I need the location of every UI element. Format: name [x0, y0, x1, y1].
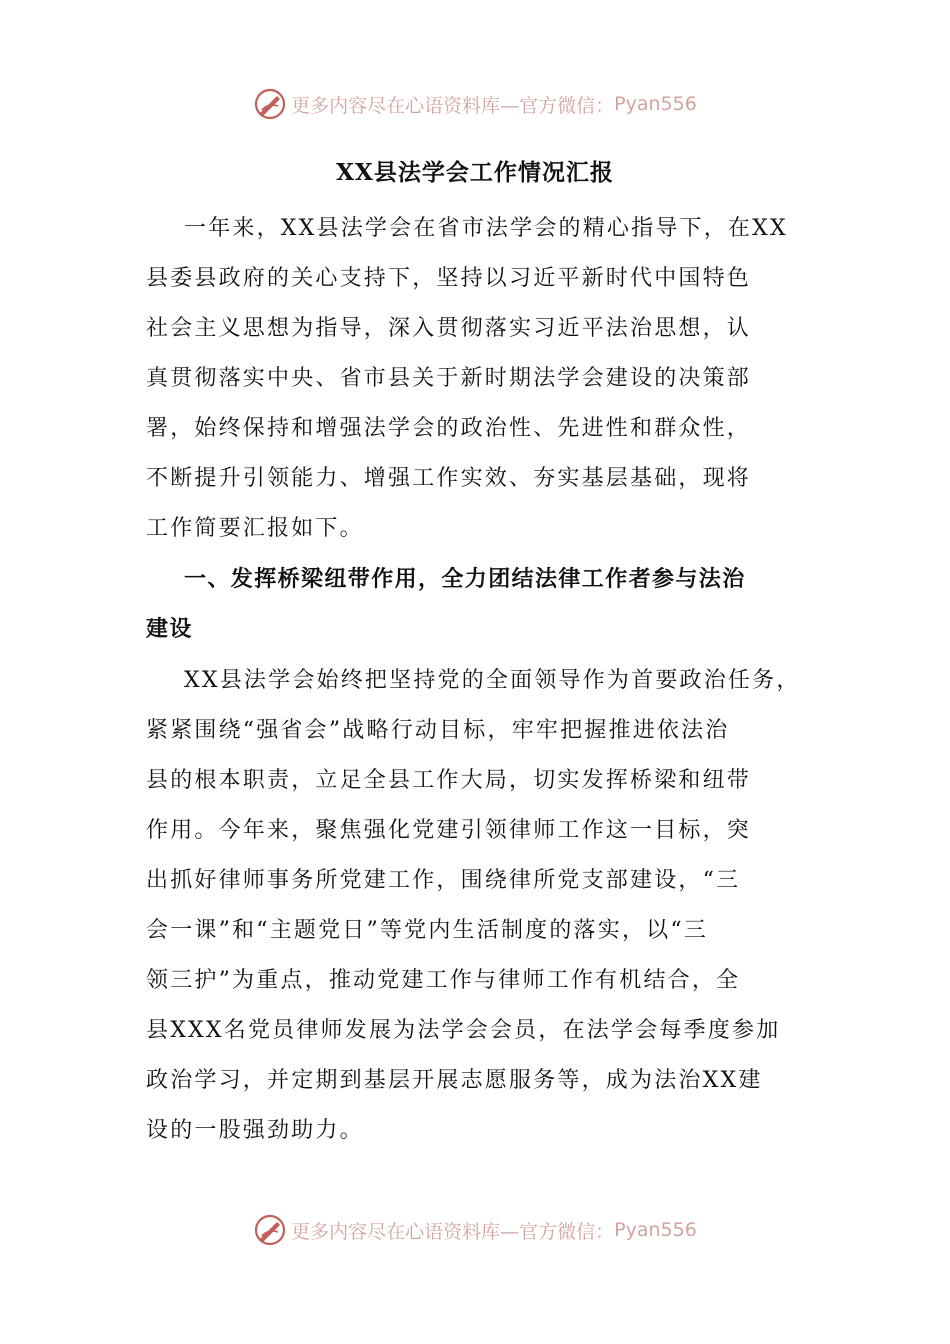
section-1-heading — [146, 555, 826, 655]
document-title: XX县法学会工作情况汇报 — [336, 159, 614, 186]
paragraph-line: 不断提升引领能力、增强工作实效、夯实基层基础，现将 — [146, 466, 752, 491]
watermark-header — [0, 84, 950, 124]
paragraph-line: 县XXX名党员律师发展为法学会会员，在法学会每季度参加 — [146, 1018, 781, 1043]
paragraph-line: 会一课”和“主题党日”等党内生活制度的落实，以“三 — [146, 918, 708, 943]
paragraph-line: 政治学习，并定期到基层开展志愿服务等，成为法治XX建 — [146, 1068, 763, 1093]
paragraph-line: 工作简要汇报如下。 — [146, 516, 364, 541]
section-1-paragraph — [146, 656, 826, 1156]
paragraph-line: XX县法学会始终把坚持党的全面领导作为首要政治任务， — [184, 668, 801, 693]
paragraph-line: 社会主义思想为指导，深入贯彻落实习近平法治思想，认 — [146, 316, 752, 341]
paragraph-line: 真贯彻落实中央、省市县关于新时期法学会建设的决策部 — [146, 366, 752, 391]
watermark-text: 更多内容尽在心语资料库—官方微信： — [291, 94, 615, 117]
paragraph-line: 县的根本职责，立足全县工作大局，切实发挥桥梁和纽带 — [146, 768, 752, 793]
paragraph-line: 领三护”为重点，推动党建工作与律师工作有机结合，全 — [146, 968, 741, 993]
paragraph-line: 作用。今年来，聚焦强化党建引领律师工作这一目标，突 — [146, 818, 752, 843]
heading-line: 一、发挥桥梁纽带作用，全力团结法律工作者参与法治 — [184, 567, 746, 592]
heading-line: 建设 — [146, 617, 193, 642]
paragraph-line: 设的一股强劲助力。 — [146, 1118, 364, 1143]
paragraph-line: 县委县政府的关心支持下，坚持以习近平新时代中国特色 — [146, 266, 752, 291]
watermark-footer — [0, 1210, 950, 1250]
watermark-text: 更多内容尽在心语资料库—官方微信： — [291, 1220, 615, 1243]
paragraph-line: 紧紧围绕“强省会”战略行动目标，牢牢把握推进依法治 — [146, 718, 730, 743]
pen-logo-icon — [253, 87, 287, 121]
watermark-handle: Pyan556 — [614, 1219, 697, 1241]
watermark-handle: Pyan556 — [614, 93, 697, 115]
paragraph-line: 一年来，XX县法学会在省市法学会的精心指导下，在XX — [184, 216, 788, 241]
paragraph-line: 署，始终保持和增强法学会的政治性、先进性和群众性， — [146, 416, 752, 441]
pen-logo-icon — [253, 1213, 287, 1247]
paragraph-line: 出抓好律师事务所党建工作，围绕律所党支部建设，“三 — [146, 868, 741, 893]
intro-paragraph — [146, 204, 826, 554]
